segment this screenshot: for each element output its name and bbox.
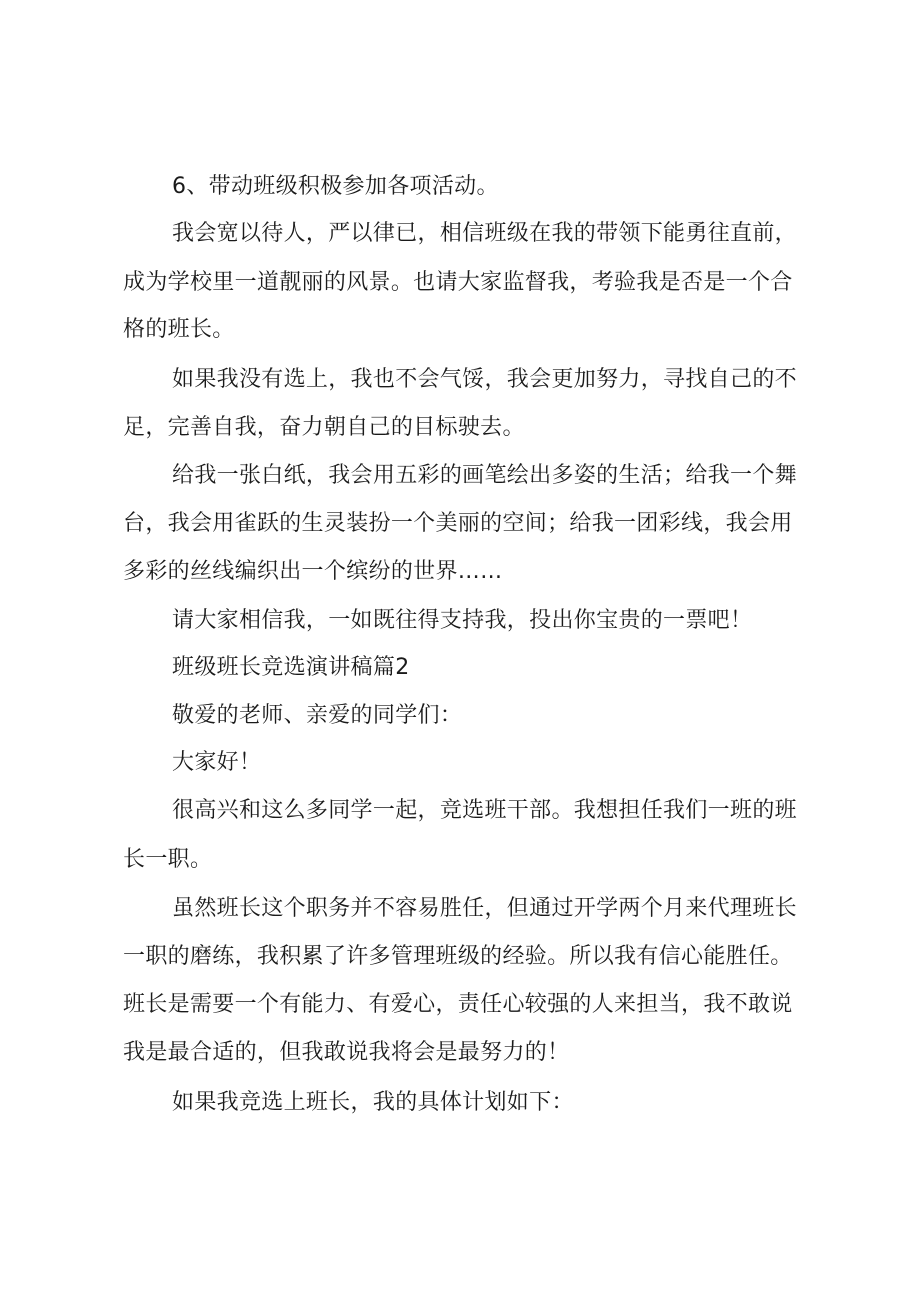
text-line: 班长是需要一个有能力、有爱心，责任心较强的人来担当，我不敢说 — [123, 992, 793, 1017]
text-line: 我是最合适的，但我敢说我将会是最努力的！ — [123, 1040, 570, 1065]
text-line: 足，完善自我，奋力朝自己的目标驶去。 — [123, 415, 525, 440]
text-line: 我会宽以待人，严以律已，相信班级在我的带领下能勇往直前， — [172, 221, 797, 246]
text-line: 多彩的丝线编织出一个缤纷的世界…… — [123, 559, 503, 584]
text-line: 给我一张白纸，我会用五彩的画笔绘出多姿的生活；给我一个舞 — [172, 463, 797, 488]
text-line: 成为学校里一道靓丽的风景。也请大家监督我，考验我是否是一个合 — [123, 270, 793, 295]
section-heading: 班级班长竞选演讲稿篇2 — [172, 655, 410, 680]
text-line: 虽然班长这个职务并不容易胜任，但通过开学两个月来代理班长 — [172, 896, 797, 921]
text-line: 一职的磨练，我积累了许多管理班级的经验。所以我有信心能胜任。 — [123, 944, 793, 969]
text-line: 6、带动班级积极参加各项活动。 — [172, 174, 499, 199]
text-line: 如果我竞选上班长，我的具体计划如下： — [172, 1090, 574, 1115]
greeting: 大家好！ — [172, 750, 262, 775]
text-line: 如果我没有选上，我也不会气馁，我会更加努力，寻找自己的不 — [172, 367, 797, 392]
text-line: 格的班长。 — [123, 317, 235, 342]
text-line: 请大家相信我，一如既往得支持我，投出你宝贵的一票吧！ — [172, 608, 753, 633]
text-line: 很高兴和这么多同学一起，竞选班干部。我想担任我们一班的班 — [172, 798, 797, 823]
text-line: 台，我会用雀跃的生灵装扮一个美丽的空间；给我一团彩线，我会用 — [123, 511, 793, 536]
salutation: 敬爱的老师、亲爱的同学们： — [172, 703, 463, 728]
text-line: 长一职。 — [123, 847, 213, 872]
